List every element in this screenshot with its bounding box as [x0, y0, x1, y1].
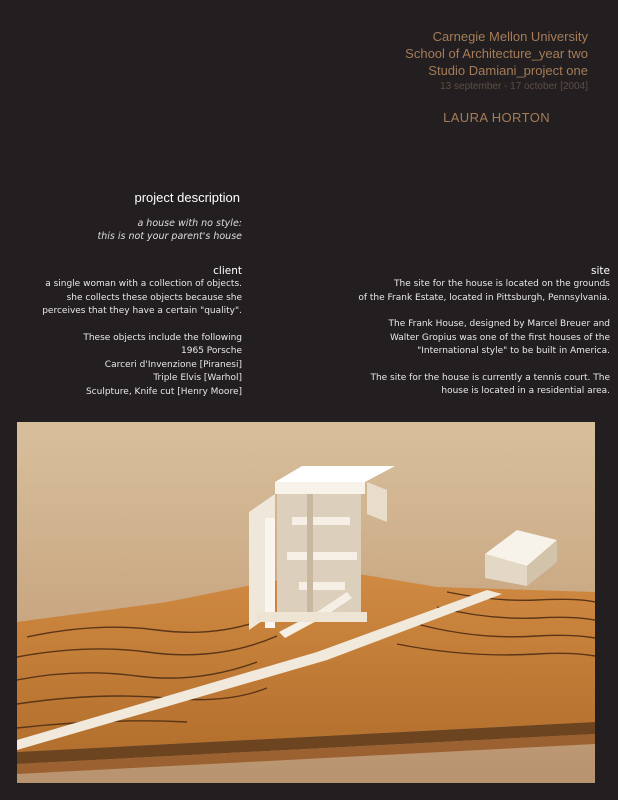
spacer [300, 359, 610, 372]
model-photo [17, 422, 595, 783]
site-line: house is located in a residential area. [441, 386, 610, 396]
client-line: These objects include the following [83, 332, 242, 343]
site-line: The Frank House, designed by Marcel Breuer and [388, 319, 610, 329]
spacer [10, 319, 242, 332]
site-line: The site for the house is located on the grounds [394, 279, 610, 289]
site-line: of the Frank Estate, located in Pittsburgh, Pennsylvania. [358, 292, 610, 303]
studio-name: Studio Damiani_project one [428, 63, 588, 78]
tagline-line-2: this is not your parent's house [97, 231, 242, 242]
client-section [10, 264, 242, 399]
author-name: LAURA HORTON [443, 110, 550, 125]
header-block [268, 28, 588, 126]
site-heading: site [591, 265, 610, 277]
client-line: perceives that they have a certain "quality". [42, 306, 242, 316]
site-section [300, 264, 610, 399]
client-line: Sculpture, Knife cut [Henry Moore] [85, 386, 242, 397]
tagline-line-1: a house with no style: [137, 218, 242, 229]
client-line: a single woman with a collection of objects. [45, 279, 242, 289]
project-dates: 13 september - 17 october [2004] [440, 81, 588, 92]
site-line: The site for the house is currently a tennis court. The [370, 372, 610, 383]
spacer [300, 305, 610, 318]
site-line: Walter Gropius was one of the first houses of the [389, 332, 610, 343]
model-photo-illustration [17, 422, 595, 783]
tagline [20, 217, 242, 243]
client-line: 1965 Porsche [181, 346, 242, 356]
client-heading: client [213, 265, 242, 277]
university-name: Carnegie Mellon University [432, 29, 588, 44]
client-line: she collects these objects because she [66, 292, 242, 303]
school-name: School of Architecture_year two [405, 46, 588, 61]
project-description-title: project description [134, 190, 240, 205]
site-line: "International style" to be built in America. [417, 346, 610, 356]
client-line: Triple Elvis [Warhol] [153, 373, 242, 383]
client-line: Carceri d'Invenzione [Piranesi] [104, 359, 242, 370]
